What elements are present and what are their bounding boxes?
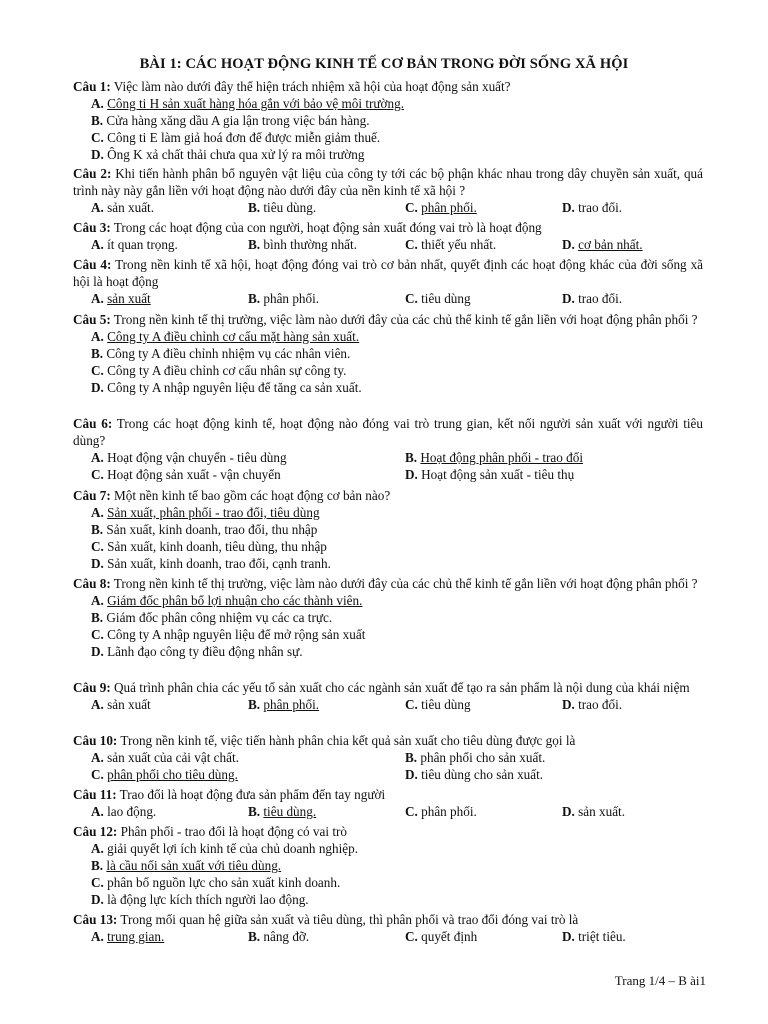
option-text: Sản xuất, kinh doanh, trao đổi, thu nhập: [106, 522, 318, 537]
options-row: [91, 199, 703, 216]
option-letter: B.: [91, 522, 104, 537]
option-b: [91, 112, 703, 129]
option-letter: B.: [248, 237, 261, 252]
option-letter: B.: [248, 291, 261, 306]
question-text: Một nền kinh tế bao gồm các hoạt động cơ bản nào?: [114, 488, 391, 503]
option-text: trao đổi.: [578, 291, 623, 306]
options-row: [91, 928, 703, 945]
option-letter: A.: [91, 697, 104, 712]
option-text: Công ty A nhập nguyên liệu để mở rộng sản xuất: [107, 627, 366, 642]
option-letter: A.: [91, 929, 104, 944]
option-letter: A.: [91, 96, 104, 111]
option-letter: B.: [91, 346, 104, 361]
option-c: [91, 874, 703, 891]
question-label: Câu 12:: [73, 824, 118, 839]
question-1: [73, 78, 703, 163]
option-d: [91, 555, 703, 572]
options-row: [91, 696, 703, 713]
option-text: Ông K xả chất thải chưa qua xử lý ra môi trường: [107, 147, 365, 162]
option-d: [91, 891, 703, 908]
option-letter: C.: [91, 539, 104, 554]
option-text: tiêu dùng: [421, 291, 471, 306]
question-text: Khi tiến hành phân bổ nguyên vật liệu của công ty tới các bộ phận khác nhau trong dây chuyền sản xuất, quá trình này này gắn liền với hoạt động nào dưới đây của nền kinh tế xã hội ?: [73, 166, 704, 198]
option-letter: C.: [91, 467, 104, 482]
option-text: quyết định: [421, 929, 478, 944]
option-text: Giám đốc phân công nhiệm vụ các ca trực.: [106, 610, 333, 625]
option-d: [91, 643, 703, 660]
options-row: [91, 290, 703, 307]
question-label: Câu 9:: [73, 680, 111, 695]
option-letter: C.: [405, 237, 418, 252]
option-text: ít quan trọng.: [107, 237, 178, 252]
option-text: tiêu dùng: [421, 697, 471, 712]
option-letter: B.: [248, 929, 261, 944]
option-text: sản xuất.: [578, 804, 626, 819]
option-letter: D.: [91, 556, 104, 571]
option-c: [91, 538, 703, 555]
question-text: Trong các hoạt động kinh tế, hoạt động nào đóng vai trò trung gian, kết nối người sản xuất với người tiêu dùng?: [73, 416, 703, 448]
correct-answer: Công ty A điều chỉnh cơ cấu mặt hàng sản xuất.: [107, 329, 360, 344]
option-a: [91, 328, 703, 345]
option-text: tiêu dùng cho sản xuất.: [421, 767, 544, 782]
question-text: Trong các hoạt động của con người, hoạt động sản xuất đóng vai trò là hoạt động: [113, 220, 542, 235]
option-text: nâng đỡ.: [263, 929, 310, 944]
options-row: [91, 236, 703, 253]
option-b: [91, 345, 703, 362]
option-letter: D.: [405, 467, 418, 482]
option-text: thiết yếu nhất.: [421, 237, 497, 252]
question-2: [73, 165, 704, 216]
option-letter: A.: [91, 450, 104, 465]
correct-answer: Sản xuất, phân phối - trao đổi, tiêu dùng: [107, 505, 320, 520]
option-c: [91, 129, 703, 146]
option-a: [91, 592, 703, 609]
option-text: Công ti E làm giả hoá đơn để được miễn giảm thuế.: [107, 130, 381, 145]
correct-answer: phân phối.: [421, 200, 477, 215]
question-label: Câu 3:: [73, 220, 111, 235]
page-title: BÀI 1: CÁC HOẠT ĐỘNG KINH TẾ CƠ BẢN TRONG ĐỜI SỐNG XÃ HỘI: [139, 56, 629, 72]
correct-answer: Hoạt động phân phối - trao đổi: [420, 450, 584, 465]
option-d: [91, 146, 703, 163]
option-letter: A.: [91, 505, 104, 520]
option-b: [91, 521, 703, 538]
question-label: Câu 6:: [73, 416, 113, 431]
option-letter: C.: [405, 291, 418, 306]
question-13: [73, 911, 703, 945]
option-letter: B.: [91, 858, 104, 873]
option-letter: C.: [91, 130, 104, 145]
option-letter: D.: [562, 291, 575, 306]
option-letter: A.: [91, 200, 104, 215]
options-row: [91, 766, 703, 783]
page-footer: Trang 1/4 – B ài1: [614, 973, 706, 988]
option-text: Công ty A điều chỉnh cơ cấu nhân sự công ty.: [107, 363, 347, 378]
option-letter: C.: [91, 875, 104, 890]
option-letter: A.: [91, 329, 104, 344]
option-a: [91, 95, 703, 112]
correct-answer: phân phối cho tiêu dùng.: [107, 767, 238, 782]
option-text: triệt tiêu.: [578, 929, 626, 944]
option-letter: C.: [91, 363, 104, 378]
question-label: Câu 2:: [73, 166, 112, 181]
question-label: Câu 1:: [73, 79, 111, 94]
question-text: Quá trình phân chia các yếu tố sản xuất cho các ngành sản xuất để tạo ra sản phẩm là nội dung của khái niệm: [114, 680, 690, 695]
options-row: [91, 449, 703, 466]
option-text: Sản xuất, kinh doanh, tiêu dùng, thu nhập: [107, 539, 327, 554]
question-3: [73, 219, 703, 253]
question-text: Trong nền kinh tế thị trường, việc làm nào dưới đây của các chủ thể kinh tế gắn liền với hoạt động phân phối ?: [113, 576, 698, 591]
options-row: [91, 803, 703, 820]
option-letter: A.: [91, 841, 104, 856]
question-text: Trong mối quan hệ giữa sản xuất và tiêu dùng, thì phân phối và trao đổi đóng vai trò là: [120, 912, 579, 927]
option-letter: B.: [248, 697, 261, 712]
question-text: Việc làm nào dưới đây thể hiện trách nhiệm xã hội của hoạt động sản xuất?: [113, 79, 511, 94]
option-letter: C.: [405, 804, 418, 819]
question-11: [73, 786, 703, 820]
option-letter: B.: [405, 450, 418, 465]
option-text: Hoạt động vận chuyển - tiêu dùng: [107, 450, 287, 465]
option-letter: D.: [405, 767, 418, 782]
option-a: [91, 504, 703, 521]
correct-answer: tiêu dùng.: [263, 804, 317, 819]
option-text: Lãnh đạo công ty điều động nhân sự.: [107, 644, 303, 659]
question-10: [73, 732, 703, 783]
option-letter: D.: [562, 929, 575, 944]
question-text: Trao đổi là hoạt động đưa sản phẩm đến tay người: [119, 787, 386, 802]
correct-answer: cơ bản nhất.: [578, 237, 643, 252]
option-text: tiêu dùng.: [263, 200, 317, 215]
question-label: Câu 8:: [73, 576, 111, 591]
option-letter: D.: [562, 804, 575, 819]
option-a: [91, 840, 703, 857]
question-text: Trong nền kinh tế xã hội, hoạt động đóng vai trò cơ bản nhất, quyết định các hoạt động khác của đời sống xã hội là hoạt động: [73, 257, 704, 289]
option-letter: C.: [91, 767, 104, 782]
correct-answer: Giám đốc phân bổ lợi nhuận cho các thành viên.: [107, 593, 363, 608]
options-row: [91, 466, 703, 483]
option-letter: A.: [91, 291, 104, 306]
question-9: [73, 679, 703, 713]
option-text: phân phối.: [421, 804, 477, 819]
option-text: Hoạt động sản xuất - tiêu thụ: [421, 467, 575, 482]
option-letter: D.: [562, 200, 575, 215]
question-7: [73, 487, 703, 572]
question-label: Câu 13:: [73, 912, 118, 927]
question-5: [73, 311, 703, 396]
options-row: [91, 749, 703, 766]
option-text: phân phối cho sản xuất.: [420, 750, 546, 765]
question-label: Câu 5:: [73, 312, 111, 327]
correct-answer: trung gian.: [107, 929, 165, 944]
question-label: Câu 10:: [73, 733, 118, 748]
option-letter: A.: [91, 750, 104, 765]
option-text: Cửa hàng xăng dầu A gia lận trong việc bán hàng.: [106, 113, 370, 128]
option-letter: D.: [91, 892, 104, 907]
option-letter: D.: [562, 697, 575, 712]
option-letter: A.: [91, 237, 104, 252]
question-12: [73, 823, 703, 908]
option-letter: C.: [405, 200, 418, 215]
option-text: bình thường nhất.: [263, 237, 357, 252]
option-text: Sản xuất, kinh doanh, trao đổi, cạnh tranh.: [107, 556, 331, 571]
correct-answer: là cầu nối sản xuất với tiêu dùng.: [106, 858, 282, 873]
question-4: [73, 256, 704, 307]
option-b: [91, 857, 703, 874]
option-letter: D.: [562, 237, 575, 252]
question-8: [73, 575, 703, 660]
option-letter: C.: [405, 697, 418, 712]
option-d: [91, 379, 703, 396]
option-letter: B.: [405, 750, 418, 765]
option-letter: A.: [91, 804, 104, 819]
option-letter: D.: [91, 644, 104, 659]
option-letter: A.: [91, 593, 104, 608]
option-text: phân bổ nguồn lực cho sản xuất kinh doanh.: [107, 875, 341, 890]
option-text: lao động.: [107, 804, 157, 819]
option-text: sản xuất: [107, 697, 151, 712]
question-text: Trong nền kinh tế, việc tiến hành phân chia kết quả sản xuất cho tiêu dùng được gọi là: [120, 733, 576, 748]
option-letter: D.: [91, 380, 104, 395]
option-c: [91, 362, 703, 379]
option-b: [91, 609, 703, 626]
option-text: Công ty A nhập nguyên liệu để tăng ca sản xuất.: [107, 380, 362, 395]
option-text: sản xuất của cải vật chất.: [107, 750, 239, 765]
option-text: sản xuất.: [107, 200, 155, 215]
option-c: [91, 626, 703, 643]
correct-answer: sản xuất: [107, 291, 151, 306]
option-text: trao đổi.: [578, 200, 623, 215]
correct-answer: Công ti H sản xuất hàng hóa gắn với bảo vệ môi trường.: [107, 96, 405, 111]
question-label: Câu 4:: [73, 257, 112, 272]
option-letter: C.: [405, 929, 418, 944]
question-text: Trong nền kinh tế thị trường, việc làm nào dưới đây của các chủ thể kinh tế gắn liền với hoạt động phân phối ?: [113, 312, 698, 327]
option-letter: D.: [91, 147, 104, 162]
option-letter: B.: [248, 200, 261, 215]
question-6: [73, 415, 703, 483]
option-text: phân phối.: [263, 291, 320, 306]
option-letter: B.: [248, 804, 261, 819]
question-label: Câu 7:: [73, 488, 111, 503]
question-text: Phân phối - trao đổi là hoạt động có vai trò: [120, 824, 347, 839]
option-text: giải quyết lợi ích kinh tế của chủ doanh nghiệp.: [107, 841, 359, 856]
option-text: là động lực kích thích người lao động.: [107, 892, 309, 907]
question-label: Câu 11:: [73, 787, 117, 802]
option-letter: B.: [91, 610, 104, 625]
option-letter: C.: [91, 627, 104, 642]
option-text: Công ty A điều chỉnh nhiệm vụ các nhân viên.: [106, 346, 351, 361]
option-letter: B.: [91, 113, 104, 128]
option-text: trao đổi.: [578, 697, 623, 712]
option-text: Hoạt động sản xuất - vận chuyển: [107, 467, 281, 482]
correct-answer: phân phối.: [263, 697, 320, 712]
